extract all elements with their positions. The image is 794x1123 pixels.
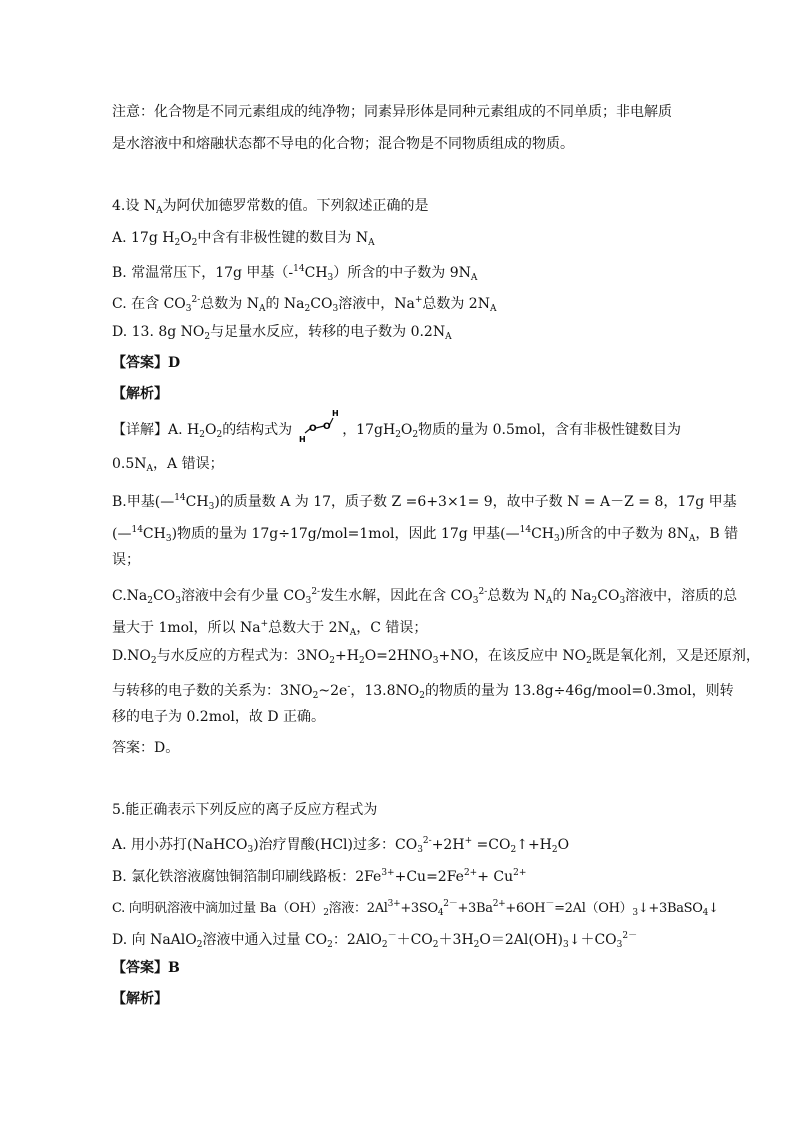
atom-label: H: [332, 409, 339, 418]
h2o2-structure-diagram: [293, 406, 347, 446]
atom-label: O: [323, 422, 331, 432]
q5-stem: 5.能正确表示下列反应的离子反应方程式为: [112, 802, 378, 818]
q5-option-a: A. 用小苏打(NaHCO$_3$)治疗胃酸(HCl)过多：$CO_3^{2-}+2H^+$ $=CO_2↑+H_2O$: [112, 836, 570, 855]
q4-detail-c-line-1: $C.Na_2CO_3$溶液中会有少量 $CO_3^{2-}$发生水解，因此在含 $CO_3^{2-}$总数为 $N_A$的 $Na_2CO_3$溶液中，溶质的总: [112, 587, 738, 606]
q4-detail-a-line-1: 【详解】A. $H_2O_2$的结构式为 ，$17gH_2O_2$物质的量为 0.5mol，含有非极性键数目为: [112, 422, 682, 440]
atom-label: O: [309, 424, 317, 434]
q4-detail-d-line-3: 移的电子为 0.2mol，故 D 正确。: [112, 709, 326, 725]
q4-answer: 【答案】D: [112, 355, 181, 371]
q4-stem: 4.设 $N_A$为阿伏加德罗常数的值。下列叙述正确的是: [112, 198, 429, 216]
q5-option-d: D. 向 NaAlO$_2$溶液中通入过量 $CO_2$：$2AlO_2^-+CO_2+3H_2O=2Al(OH)_3↓+CO_3^{2-}$: [112, 931, 638, 950]
q5-option-c: C. 向明矾溶液中滴加过量 $Ba(OH)_2$溶液：$2Al^{3+}+3SO_4^{2-}+3Ba^{2+}+6OH^-=2Al(OH)_3↓+3BaSO_4↓$: [112, 899, 719, 918]
q4-option-a: A. 17g $H_2O_2$中含有非极性键的数目为 $N_A$: [112, 230, 375, 248]
q4-option-d: D. 13. 8g $NO_2$与足量水反应，转移的电子数为 $0.2N_A$: [112, 324, 452, 342]
q5-answer: 【答案】B: [112, 960, 180, 976]
q4-detail-b-line-1: B.甲基$(—^{14}CH_3)$的质量数 A 为 17，质子数 Z =6+3×1= 9，故中子数 N = A－Z = 8，17g 甲基: [112, 493, 737, 512]
q4-detail-a-line-2: $0.5N_A$，A 错误；: [112, 456, 224, 474]
q4-detail-b-line-2: $(—^{14}CH_3)$物质的量为 17g÷17g/mol=1mol，因此 17g 甲基$(—^{14}CH_3)$所含的中子数为 $8N_A$，B 错: [112, 525, 739, 544]
atom-label: H: [299, 435, 306, 444]
q4-final-answer: 答案：D。: [112, 740, 180, 756]
q4-option-b: B. 常温常压下，17g 甲基$(-^{14}CH_3)$所含的中子数为 $9N_A$: [112, 264, 478, 283]
q5-option-b: B. 氯化铁溶液腐蚀铜箔制印刷线路板：$2Fe^{3+}+Cu=2Fe^{2+}+ Cu^{2+}$: [112, 868, 527, 885]
q4-detail-c-line-2: 量大于 1mol，所以 Na+总数大于 $2N_A$，C 错误；: [112, 619, 428, 638]
q4-detail-b-line-3: 误；: [112, 552, 140, 568]
q4-analysis-label: 【解析】: [112, 386, 168, 402]
q5-analysis-label: 【解析】: [112, 991, 168, 1007]
note-line-1: 注意：化合物是不同元素组成的纯净物；同素异形体是同种元素组成的不同单质；非电解质: [112, 104, 672, 120]
q4-detail-d-line-1: $D.NO_2$与水反应的方程式为：$3NO_2+H_2O=2HNO_3+NO$，在该反应中 $NO_2$既是氧化剂，又是还原剂，: [112, 648, 760, 666]
note-line-2: 是水溶液中和熔融状态都不导电的化合物；混合物是不同物质组成的物质。: [112, 136, 574, 152]
q4-detail-d-line-2: 与转移的电子数的关系为：$3NO_2\sim 2e^-$，$13.8NO_2$的物质的量为 13.8g÷46g/mool=0.3mol，则转: [112, 682, 734, 701]
q4-option-c: C. 在含 $CO_3^{2-}$总数为 $N_A$的 $Na_2CO_3$溶液中，Na+总数为 $2N_A$: [112, 295, 497, 314]
